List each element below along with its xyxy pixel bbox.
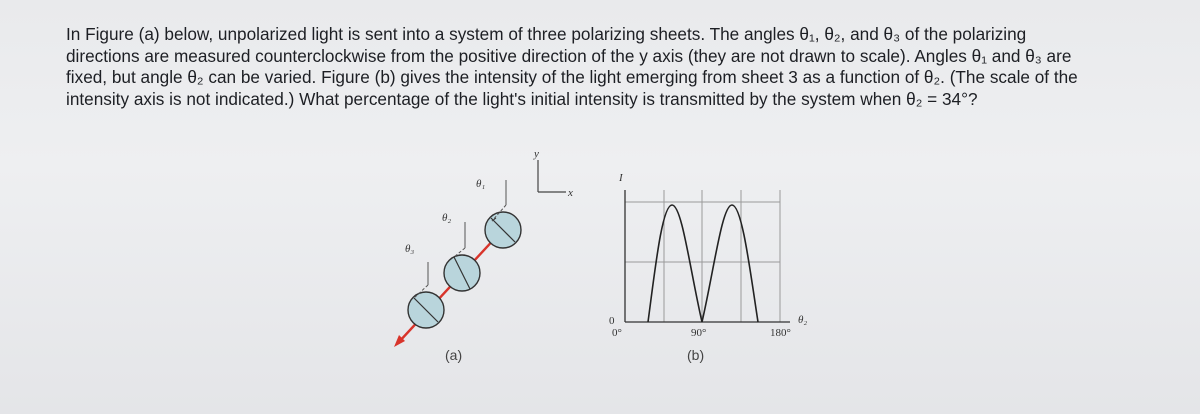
polarizer-sheet-3 (408, 262, 444, 328)
figure-a-caption: (a) (445, 347, 463, 363)
tick-90deg: 90° (691, 327, 707, 339)
polarizer-sheet-1 (485, 180, 521, 248)
tick-180deg: 180° (770, 327, 791, 339)
question-line-1: In Figure (a) below, unpolarized light is sent into a system of three polarizing sheets. The angles θ₁, θ₂, and θ₃ of the polarizing (66, 24, 1027, 44)
question-line-3: fixed, but angle θ₂ can be varied. Figure (b) gives the intensity of the light emerging from sheet 3 as a function of θ₂. (The scale of the (66, 67, 1078, 87)
theta2-label: θ₂ (442, 212, 452, 224)
figure-b (609, 172, 807, 363)
theta3-label: θ₃ (405, 243, 415, 255)
question-line-4: intensity axis is not indicated.) What percentage of the light's initial intensity is transmitted by the system when θ₂ = 34°? (66, 88, 978, 109)
question-line-2: directions are measured counterclockwise from the positive direction of the y axis (they are not drawn to scale). Angles θ₁ and θ₃ are (66, 45, 1072, 66)
figure-a-x-label: x (568, 187, 573, 199)
tick-0deg: 0° (612, 327, 622, 339)
figure-b-grid (625, 190, 780, 322)
figure-a (394, 148, 573, 363)
figure-b-x-label: θ₂ (798, 314, 808, 326)
figure-b-origin: 0 (609, 315, 615, 327)
theta1-label: θ₁ (476, 178, 486, 190)
figure-b-y-label: I (619, 172, 623, 184)
polarizer-sheet-2 (444, 222, 480, 291)
figure-a-y-label: y (534, 148, 539, 160)
figure-b-caption: (b) (687, 347, 705, 363)
